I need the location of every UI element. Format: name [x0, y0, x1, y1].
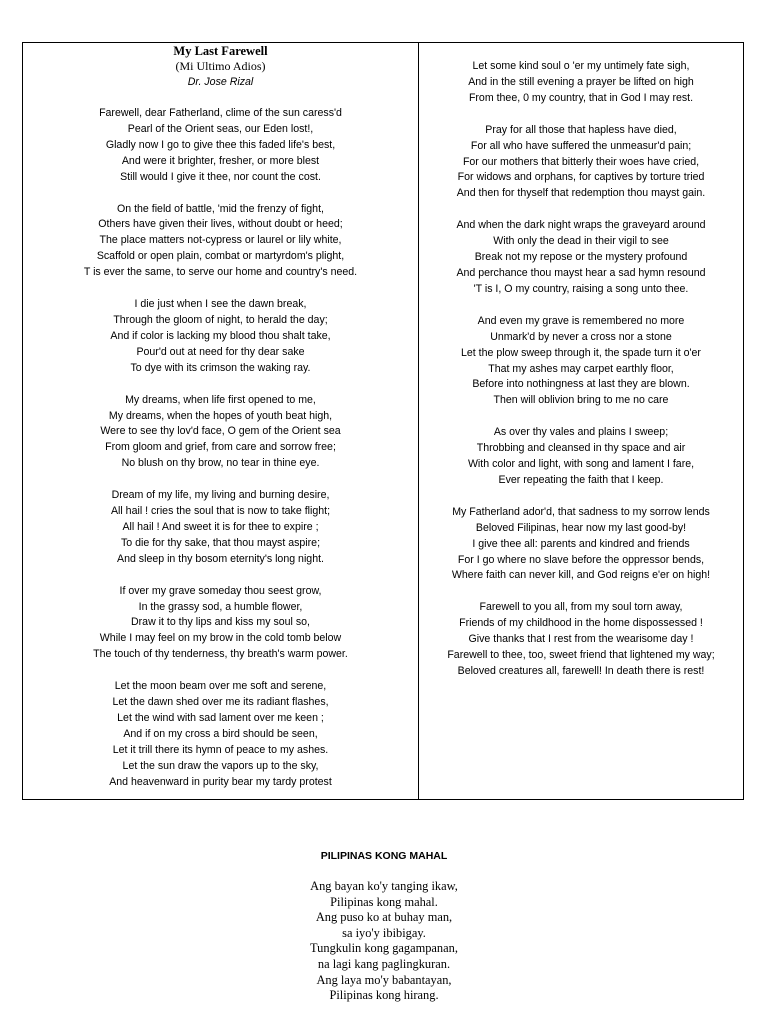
poem-line: Let the wind with sad lament over me keen ; [117, 712, 324, 724]
poem-line: For I go where no slave before the oppressor bends, [457, 553, 705, 566]
poem-line: Pearl of the Orient seas, our Eden lost!, [127, 122, 314, 135]
poem-line: Friends of my childhood in the home dispossessed ! [459, 617, 703, 630]
poem-stanza [23, 393, 418, 473]
poem-line: While I may feel on my brow in the cold tomb below [99, 632, 342, 645]
poem-stanza [23, 297, 418, 377]
poem-line: Others have given their lives, without doubt or heed; [98, 218, 343, 231]
poem-stanza [23, 488, 418, 568]
poem-line: Gladly now I go to give thee this faded life's best, [105, 138, 336, 151]
song-lyrics [0, 879, 768, 1004]
poem-line: My Fatherland ador'd, that sadness to my sorrow lends [452, 505, 710, 518]
poem-stanza [419, 600, 743, 680]
poem-line: Ever repeating the faith that I keep. [498, 473, 664, 486]
poem-right-column [419, 43, 743, 799]
right-stanzas [419, 59, 743, 680]
song-title: PILIPINAS KONG MAHAL [320, 850, 448, 862]
poem-line: On the field of battle, 'mid the frenzy of fight, [117, 202, 324, 215]
poem-line: The place matters not-cypress or laurel or lily white, [99, 234, 342, 247]
poem-line: And if color is lacking my blood thou shalt take, [110, 329, 331, 342]
poem-line: And then for thyself that redemption thou mayst gain. [456, 187, 706, 200]
song-line: sa iyo'y ibibigay. [342, 925, 426, 940]
poem-line: In the grassy sod, a humble flower, [138, 600, 303, 613]
poem-line: Let the sun draw the vapors up to the sky, [122, 759, 319, 772]
poem-left-column [23, 43, 419, 799]
poem-line: T is ever the same, to serve our home and country's need. [83, 266, 358, 279]
poem-subtitle: (Mi Ultimo Adios) [175, 59, 266, 73]
poem-line: No blush on thy brow, no tear in thine eye. [121, 457, 320, 470]
poem-line: As over thy vales and plains I sweep; [493, 426, 669, 439]
poem-line: The touch of thy tenderness, thy breath's warm power. [93, 648, 348, 661]
poem-line: 'T is I, O my country, raising a song unto thee. [473, 282, 689, 295]
poem-line: Through the gloom of night, to herald the day; [113, 313, 328, 326]
poem-line: My dreams, when life first opened to me, [125, 393, 316, 406]
song-line: Pilipinas kong mahal. [330, 894, 438, 909]
poem-line: Farewell, dear Fatherland, clime of the sun caress'd [99, 107, 342, 119]
poem-line: All hail ! And sweet it is for thee to expire ; [122, 520, 319, 533]
poem-line: Throbbing and cleansed in thy space and air [476, 442, 686, 455]
poem-stanza [23, 202, 418, 282]
poem-line: Where faith can never kill, and God reigns e'er on high! [451, 569, 711, 582]
poem-stanza [419, 123, 743, 203]
song-line: Ang puso ko at buhay man, [315, 910, 453, 925]
poem-line: And perchance thou mayst hear a sad hymn resound [456, 266, 706, 279]
poem-line: Pour'd out at need for thy dear sake [136, 345, 305, 358]
poem-line: Farewell to thee, too, sweet friend that lightened my way; [447, 649, 715, 662]
song-line: na lagi kang paglingkuran. [317, 956, 451, 971]
poem-line: And sleep in thy bosom eternity's long night. [117, 552, 324, 565]
song-line: Ang laya mo'y babantayan, [316, 972, 452, 987]
poem-line: Let it trill there its hymn of peace to my ashes. [112, 743, 329, 756]
poem-line: From thee, 0 my country, that in God I may rest. [468, 91, 694, 104]
left-stanzas [23, 106, 418, 791]
poem-stanza [419, 59, 743, 107]
poem-line: From gloom and grief, from care and sorrow free; [105, 441, 336, 454]
poem-line: Let the dawn shed over me its radiant flashes, [112, 696, 329, 709]
poem-line: Beloved Filipinas, hear now my last good-by! [475, 521, 687, 534]
poem-title: My Last Farewell [173, 44, 268, 58]
poem-line: For our mothers that bitterly their woes have cried, [462, 155, 700, 168]
poem-line: Scaffold or open plain, combat or martyrdom's plight, [96, 250, 345, 263]
song-line: Pilipinas kong hirang. [329, 988, 439, 1003]
poem-stanza [23, 584, 418, 664]
song-line: Ang bayan ko'y tanging ikaw, [310, 879, 458, 893]
poem-line: Give thanks that I rest from the wearisome day ! [468, 633, 694, 646]
poem-line: Farewell to you all, from my soul torn away, [479, 601, 683, 614]
poem-line: With color and light, with song and lament I fare, [467, 458, 695, 471]
poem-line: Break not my repose or the mystery profound [474, 251, 688, 264]
poem-line: To die for thy sake, that thou mayst aspire; [120, 536, 321, 549]
poem-line: For widows and orphans, for captives by torture tried [457, 171, 705, 184]
poem-line: Draw it to thy lips and kiss my soul so, [131, 616, 310, 629]
poem-table [22, 42, 744, 800]
poem-stanza [419, 314, 743, 409]
poem-line: Still would I give it thee, nor count the cost. [120, 170, 321, 183]
poem-line: Let some kind soul o 'er my untimely fate sigh, [472, 60, 690, 72]
poem-author: Dr. Jose Rizal [187, 76, 254, 88]
poem-line: To dye with its crimson the waking ray. [130, 361, 311, 374]
poem-stanza [419, 425, 743, 489]
poem-stanza [23, 106, 418, 186]
poem-line: And were it brighter, fresher, or more blest [121, 154, 320, 167]
poem-stanza [23, 679, 418, 790]
poem-line: And if on my cross a bird should be seen, [123, 727, 318, 740]
poem-line: My dreams, when the hopes of youth beat high, [108, 409, 333, 422]
poem-line: Beloved creatures all, farewell! In death there is rest! [457, 665, 705, 677]
poem-stanza [419, 505, 743, 585]
poem-stanza [419, 218, 743, 298]
poem-line: I die just when I see the dawn break, [134, 298, 307, 311]
poem-line: And even my grave is remembered no more [477, 314, 685, 327]
poem-line: All hail ! cries the soul that is now to take flight; [110, 505, 331, 518]
poem-line: I give thee all: parents and kindred and friends [472, 537, 690, 550]
poem-line: Let the plow sweep through it, the spade turn it o'er [461, 346, 701, 359]
poem-line: And when the dark night wraps the graveyard around [456, 219, 706, 232]
poem-line: If over my grave someday thou seest grow, [119, 584, 322, 597]
poem-line: And in the still evening a prayer be lifted on high [468, 75, 694, 88]
poem-line: For all who have suffered the unmeasur'd pain; [470, 139, 692, 152]
poem-line: Pray for all those that hapless have died, [485, 123, 677, 136]
poem-line: With only the dead in their vigil to see [493, 235, 669, 248]
poem-line: Were to see thy lov'd face, O gem of the Orient sea [100, 425, 341, 438]
poem-line: Before into nothingness at last they are blown. [472, 378, 690, 391]
poem-line: Then will oblivion bring to me no care [493, 394, 669, 407]
poem-line: Let the moon beam over me soft and serene, [114, 680, 327, 693]
poem-line: Dream of my life, my living and burning desire, [111, 489, 330, 502]
song-line: Tungkulin kong gagampanan, [310, 941, 458, 956]
poem-line: That my ashes may carpet earthly floor, [488, 362, 674, 375]
poem-line: And heavenward in purity bear my tardy protest [109, 775, 332, 788]
poem-line: Unmark'd by never a cross nor a stone [490, 330, 672, 343]
